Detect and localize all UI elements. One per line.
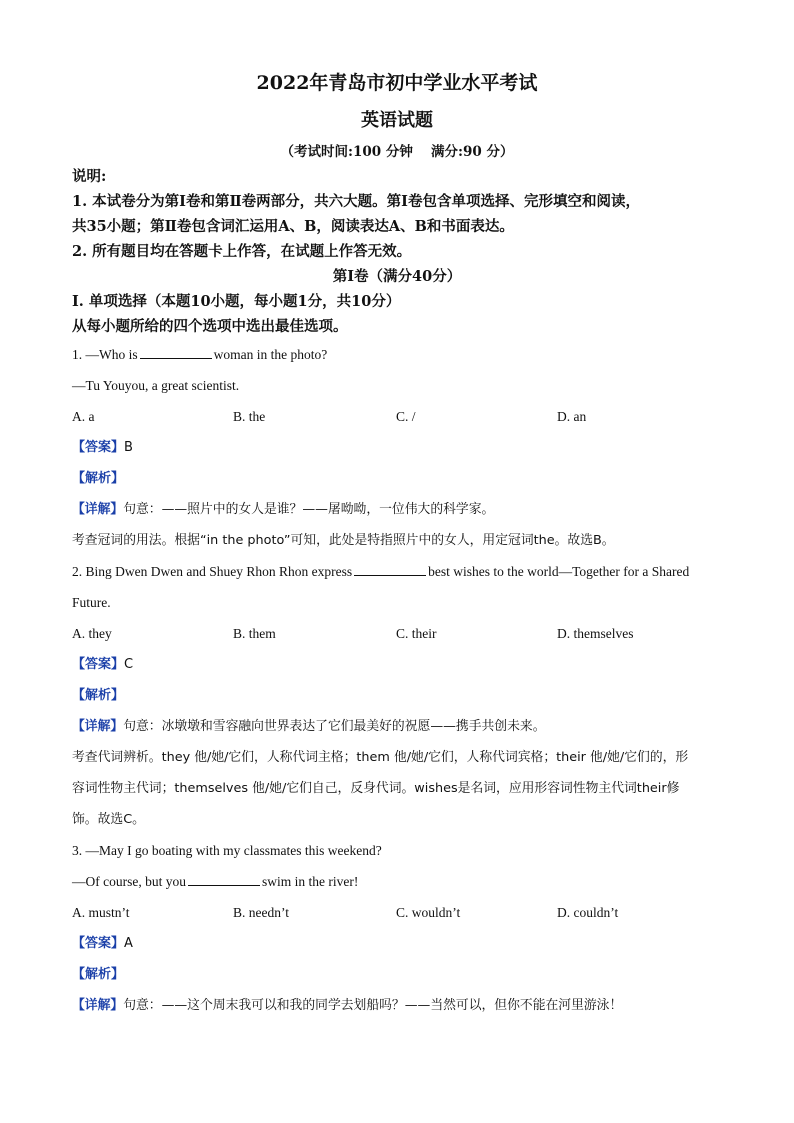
option-a: A. they: [72, 626, 112, 641]
option-a: A. mustn’t: [72, 905, 130, 920]
instruction-item-1-line-2: 共35小题；第Ⅱ卷包含词汇运用A、B，阅读表达A、B和书面表达。: [72, 218, 514, 235]
answer-line: 【答案】C: [72, 657, 134, 672]
explanation-line-3: 饰。故选C。: [72, 812, 145, 827]
option-c: C. /: [396, 409, 416, 424]
question-stem-line-1: 3. —May I go boating with my classmates this weekend?: [72, 843, 382, 858]
instruction-item-1-line-1: 1. 本试卷分为第Ⅰ卷和第Ⅱ卷两部分，共六大题。第Ⅰ卷包含单项选择、完形填空和阅读，: [72, 193, 640, 210]
analysis-label: 【解析】: [72, 688, 125, 703]
option-row: [72, 401, 722, 432]
part-1-title: 第Ⅰ卷（满分40分）: [332, 268, 462, 285]
option-a: A. a: [72, 409, 95, 424]
option-b: B. needn’t: [233, 905, 289, 920]
exam-time-info: （考试时间:100 分钟 满分:90 分）: [280, 144, 514, 160]
question-stem-line-2: Future.: [72, 595, 111, 610]
detail-line: 【详解】句意：冰墩墩和雪容融向世界表达了它们最美好的祝愿——携手共创未来。: [72, 719, 546, 734]
question-1: [72, 339, 722, 556]
answer-line: 【答案】A: [72, 936, 133, 951]
option-c: C. their: [396, 626, 437, 641]
analysis-label: 【解析】: [72, 471, 125, 486]
analysis-label: 【解析】: [72, 967, 125, 982]
option-d: D. an: [557, 409, 587, 424]
option-b: B. the: [233, 409, 266, 424]
answer-blank: [354, 561, 426, 576]
question-stem: 2. Bing Dwen Dwen and Shuey Rhon Rhon express best wishes to the world—Together for a Shared: [72, 556, 722, 587]
instruction-item-2: 2. 所有题目均在答题卡上作答，在试题上作答无效。: [72, 243, 412, 260]
explanation: 考查冠词的用法。根据“in the photo”可知，此处是特指照片中的女人，用定冠词the。故选B。: [72, 533, 615, 548]
answer-line: 【答案】B: [72, 440, 133, 455]
question-3: [72, 835, 722, 1021]
section-1-title: I. 单项选择（本题10小题，每小题1分，共10分）: [72, 293, 401, 310]
instructions-label: 说明:: [72, 168, 107, 185]
question-stem-line-2: —Tu Youyou, a great scientist.: [72, 378, 240, 393]
answer-blank: [140, 344, 212, 359]
option-b: B. them: [233, 626, 276, 641]
explanation-line-1: 考查代词辨析。they 他/她/它们，人称代词主格；them 他/她/它们，人称代词宾格；their 他/她/它们的，形: [72, 750, 689, 765]
question-2: [72, 556, 722, 835]
option-row: [72, 897, 722, 928]
answer-blank: [188, 871, 260, 886]
explanation-line-2: 容词性物主代词；themselves 他/她/它们自己，反身代词。wishes是名词，应用形容词性物主代词their修: [72, 781, 680, 796]
option-d: D. themselves: [557, 626, 634, 641]
option-d: D. couldn’t: [557, 905, 619, 920]
exam-page: [72, 70, 722, 1021]
detail-line: 【详解】句意：——照片中的女人是谁？——屠呦呦，一位伟大的科学家。: [72, 502, 495, 517]
option-row: [72, 618, 722, 649]
question-stem: —Of course, but you swim in the river!: [72, 866, 722, 897]
question-stem: 1. —Who is woman in the photo?: [72, 339, 722, 370]
exam-subtitle: 英语试题: [361, 110, 433, 131]
detail-line: 【详解】句意：——这个周末我可以和我的同学去划船吗？——当然可以，但你不能在河里游泳！: [72, 998, 623, 1013]
exam-title: 2022年青岛市初中学业水平考试: [256, 72, 538, 94]
section-1-direction: 从每小题所给的四个选项中选出最佳选项。: [72, 318, 348, 335]
option-c: C. wouldn’t: [396, 905, 461, 920]
